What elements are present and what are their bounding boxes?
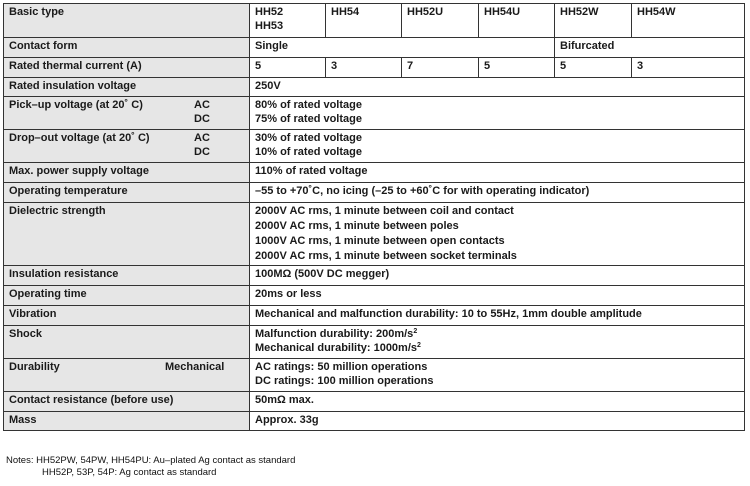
notes-line-1: Notes: HH52PW, 54PW, HH54PU: Au–plated Ag contact as standard xyxy=(6,455,296,466)
table-row xyxy=(4,97,745,130)
operating-temp-value: –55 to +70˚C, no icing (–25 to +60˚C for with operating indicator) xyxy=(250,183,745,203)
type-hh54: HH54 xyxy=(326,4,402,38)
contact-form-bifurcated: Bifurcated xyxy=(555,38,745,58)
operating-time-value: 20ms or less xyxy=(250,286,745,306)
table-row xyxy=(4,359,745,392)
pickup-dc-line xyxy=(9,112,244,126)
row-label-shock: Shock xyxy=(4,326,250,359)
notes xyxy=(6,455,295,479)
vibration-value: Mechanical and malfunction durability: 10 to 55Hz, 1mm double amplitude xyxy=(250,306,745,326)
dielectric-line: 2000V AC rms, 1 minute between socket terminals xyxy=(255,250,517,262)
mass-value: Approx. 33g xyxy=(250,412,745,431)
pickup-label: Pick–up voltage (at 20˚ C) xyxy=(9,99,143,111)
pickup-value xyxy=(250,97,745,130)
contact-resistance-value: 50mΩ max. xyxy=(250,392,745,412)
row-label-insulation-voltage: Rated insulation voltage xyxy=(4,78,250,97)
table-row xyxy=(4,163,745,183)
type-hh53: HH53 xyxy=(255,20,284,32)
row-label-dropout xyxy=(4,130,250,163)
row-label-durability xyxy=(4,359,250,392)
row-label-contact-form: Contact form xyxy=(4,38,250,58)
pickup-ac-line xyxy=(9,98,244,112)
dielectric-line: 2000V AC rms, 1 minute between poles xyxy=(255,220,459,232)
rated-current-value: 7 xyxy=(402,58,479,78)
dropout-dc-line xyxy=(9,145,244,159)
table-row xyxy=(4,326,745,359)
table-row xyxy=(4,203,745,266)
type-hh54w: HH54W xyxy=(632,4,745,38)
table-row xyxy=(4,58,745,78)
table-row xyxy=(4,412,745,431)
row-label-rated-current: Rated thermal current (A) xyxy=(4,58,250,78)
dropout-label: Drop–out voltage (at 20˚ C) xyxy=(9,132,150,144)
row-label-pickup xyxy=(4,97,250,130)
rated-current-value: 5 xyxy=(479,58,555,78)
dielectric-line: 1000V AC rms, 1 minute between open contacts xyxy=(255,235,505,247)
table-row xyxy=(4,38,745,58)
table-row xyxy=(4,78,745,97)
notes-line-2: HH52P, 53P, 54P: Ag contact as standard xyxy=(42,467,217,478)
rated-current-value: 5 xyxy=(555,58,632,78)
rated-current-value: 3 xyxy=(632,58,745,78)
pickup-dc-label: DC xyxy=(194,113,210,125)
shock-mechanical: Mechanical durability: $1000m/s^2$ xyxy=(255,342,421,354)
table-row xyxy=(4,286,745,306)
type-hh52: HH52 xyxy=(255,6,284,18)
dielectric-line: 2000V AC rms, 1 minute between coil and contact xyxy=(255,205,514,217)
dropout-dc-value: 10% of rated voltage xyxy=(255,146,362,158)
pickup-dc-value: 75% of rated voltage xyxy=(255,113,362,125)
durability-dc: DC ratings: 100 million operations xyxy=(255,375,434,387)
shock-value xyxy=(250,326,745,359)
row-label-insulation-resistance: Insulation resistance xyxy=(4,266,250,286)
table-row xyxy=(4,130,745,163)
row-label-max-power: Max. power supply voltage xyxy=(4,163,250,183)
type-cell xyxy=(250,4,326,38)
table-row xyxy=(4,306,745,326)
row-label-operating-temp: Operating temperature xyxy=(4,183,250,203)
contact-form-single: Single xyxy=(250,38,555,58)
rated-current-value: 3 xyxy=(326,58,402,78)
durability-label: Durability xyxy=(9,361,60,373)
type-hh54u: HH54U xyxy=(479,4,555,38)
spec-table xyxy=(3,3,745,431)
table-row xyxy=(4,266,745,286)
dropout-dc-label: DC xyxy=(194,146,210,158)
dropout-ac-value: 30% of rated voltage xyxy=(255,132,362,144)
pickup-ac-value: 80% of rated voltage xyxy=(255,99,362,111)
row-label-operating-time: Operating time xyxy=(4,286,250,306)
durability-mechanical-label: Mechanical xyxy=(165,361,225,373)
dielectric-value xyxy=(250,203,745,266)
row-label-basic-type: Basic type xyxy=(4,4,250,38)
pickup-ac-label: AC xyxy=(194,99,210,111)
type-hh52u: HH52U xyxy=(402,4,479,38)
row-label-contact-resistance: Contact resistance (before use) xyxy=(4,392,250,412)
dropout-ac-label: AC xyxy=(194,132,210,144)
dropout-value xyxy=(250,130,745,163)
row-label-mass: Mass xyxy=(4,412,250,431)
max-power-value: 110% of rated voltage xyxy=(250,163,745,183)
type-hh52w: HH52W xyxy=(555,4,632,38)
dropout-ac-line xyxy=(9,131,244,145)
durability-value xyxy=(250,359,745,392)
insulation-resistance-value: 100MΩ (500V DC megger) xyxy=(250,266,745,286)
row-label-dielectric: Dielectric strength xyxy=(4,203,250,266)
table-row xyxy=(4,183,745,203)
table-row xyxy=(4,392,745,412)
table-row xyxy=(4,4,745,38)
row-label-vibration: Vibration xyxy=(4,306,250,326)
insulation-voltage-value: 250V xyxy=(250,78,745,97)
shock-malfunction: Malfunction durability: $200m/s^2$ xyxy=(255,328,418,340)
durability-ac: AC ratings: 50 million operations xyxy=(255,361,428,373)
rated-current-value: 5 xyxy=(250,58,326,78)
